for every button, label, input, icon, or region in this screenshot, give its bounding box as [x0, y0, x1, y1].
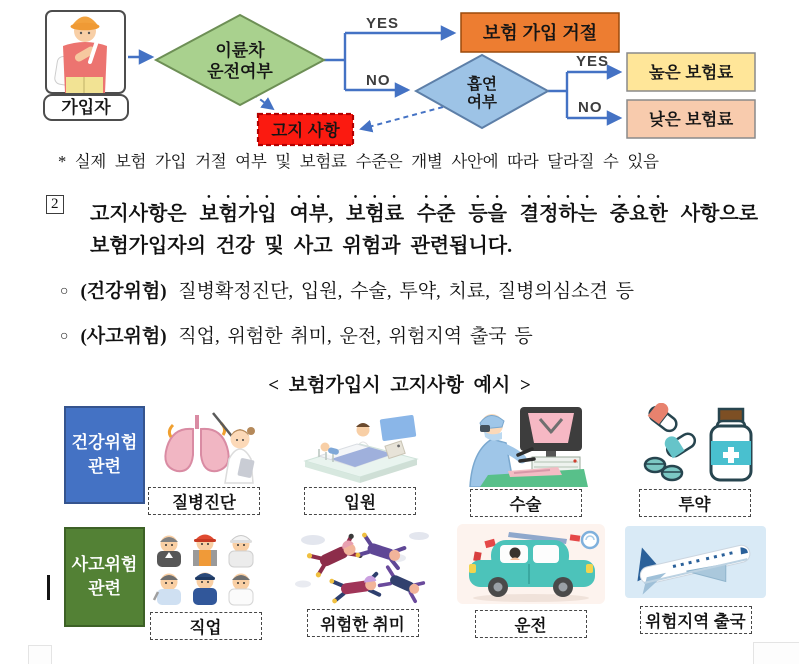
bullet-marker: ○	[60, 284, 69, 299]
item-label-disease-diagnosis: 질병진단	[148, 487, 260, 515]
example-title: < 보험가입시 고지사항 예시 >	[268, 375, 531, 396]
high-premium-label: 높은 보험료	[648, 64, 734, 82]
high-premium-box	[627, 53, 755, 91]
reject-label: 보험 가입 거절	[482, 23, 598, 43]
item-occupation	[143, 526, 268, 640]
bullet-accident-risk	[60, 321, 760, 348]
decision-smoking-line1: 흡연	[467, 76, 497, 93]
low-premium-box	[627, 100, 755, 138]
bullet-health-label: (건강위험)	[80, 281, 167, 302]
branch2-no-label: NO	[578, 99, 603, 116]
lungs-diagnosis-icon	[143, 403, 265, 485]
decision-smoking-line2: 여부	[467, 94, 497, 111]
branch2-yes-label: YES	[576, 53, 610, 70]
reject-box	[461, 13, 619, 52]
decision-motorcycle-line2: 운전여부	[207, 62, 273, 81]
item-disease-diagnosis	[140, 403, 268, 515]
decision-motorcycle	[156, 15, 324, 105]
bullet-health-text: 질병확정진단, 입원, 수술, 투약, 치료, 질병의심소견 등	[178, 281, 634, 302]
paragraph-2	[46, 192, 762, 262]
item-label-dangerous-hobby: 위험한 취미	[307, 609, 419, 637]
low-premium-label: 낮은 보험료	[648, 111, 734, 129]
subscriber-figure	[44, 11, 128, 120]
workers-icon	[145, 526, 267, 610]
surgery-icon	[462, 403, 590, 487]
paragraph-text: 고지사항은 보험가입 여부, 보험료 수준 등을 결정하는 중요한 사항으로 보험가입자의 건강 및 사고 위험과 관련됩니다.	[90, 203, 759, 257]
decision-motorcycle-line1: 이륜차	[215, 41, 265, 60]
item-label-occupation: 직업	[150, 612, 262, 640]
item-medication	[622, 403, 767, 517]
branch1-no-label: NO	[366, 72, 391, 89]
disclosure-box	[258, 114, 353, 145]
bullet-marker: ○	[60, 329, 69, 344]
hospital-bed-icon	[297, 403, 423, 485]
medication-icon	[629, 403, 761, 487]
car-icon	[457, 524, 605, 608]
skydiving-icon	[293, 526, 433, 607]
decision-smoking	[416, 55, 548, 128]
item-label-surgery: 수술	[470, 489, 582, 517]
ghost-box-bottom-left	[28, 645, 52, 664]
item-label-hospitalization: 입원	[304, 487, 416, 515]
subscriber-label: 가입자	[61, 98, 111, 117]
paragraph-number: 2	[46, 195, 64, 214]
emphasized-phrase: 보험가입 여부, 보험료 수준 등을 결정하는 중요한	[199, 203, 668, 225]
item-label-medication: 투약	[639, 489, 751, 517]
text-cursor	[47, 575, 50, 600]
bullet-accident-label: (사고위험)	[80, 326, 167, 347]
item-dangerous-hobby	[290, 526, 435, 637]
item-driving	[453, 524, 608, 638]
bullet-health-risk	[60, 276, 760, 303]
footnote: * 실제 보험 가입 거절 여부 및 보험료 수준은 개별 사안에 따라 달라질 수 있음	[58, 152, 659, 171]
item-hospitalization	[296, 403, 424, 515]
item-label-driving: 운전	[475, 610, 587, 638]
disclosure-label: 고지 사항	[271, 122, 340, 140]
dashed-arrow-to-disclosure-2	[361, 107, 443, 129]
bullet-accident-text: 직업, 위험한 취미, 운전, 위험지역 출국 등	[178, 326, 533, 347]
airplane-icon	[623, 524, 768, 604]
category-health-risk: 건강위험 관련	[64, 406, 145, 504]
ghost-box-bottom-right	[753, 642, 799, 664]
category-accident-risk: 사고위험 관련	[64, 527, 145, 627]
item-dangerous-area-departure	[618, 524, 773, 634]
branch1-yes-label: YES	[366, 15, 400, 32]
item-surgery	[458, 403, 593, 517]
item-label-dangerous-area-departure: 위험지역 출국	[640, 606, 752, 634]
insurance-flowchart	[0, 0, 799, 152]
